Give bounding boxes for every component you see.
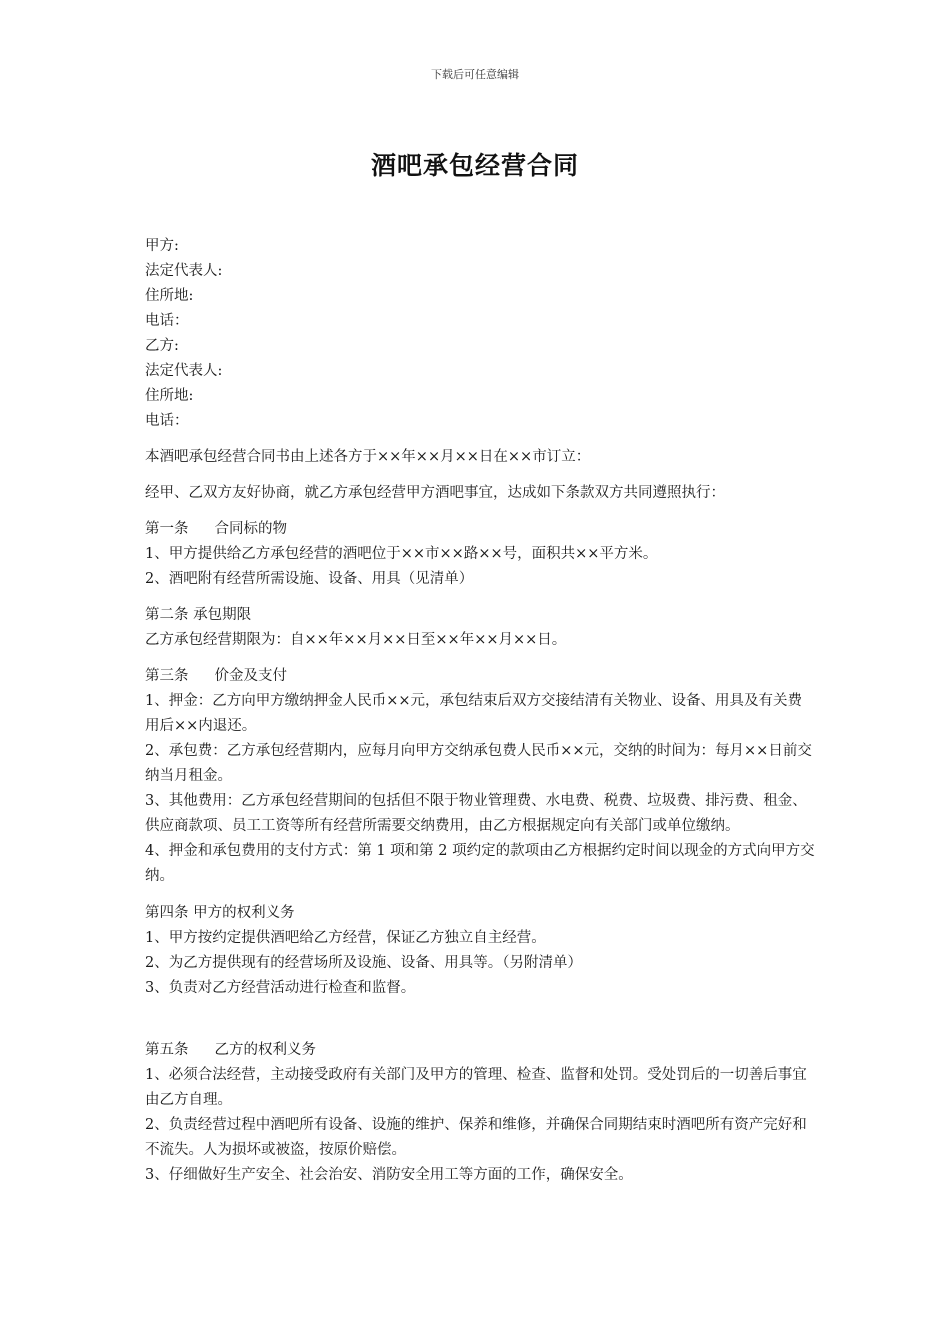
article-heading	[145, 664, 815, 689]
article-item: 1、甲方提供给乙方承包经营的酒吧位于××市××路××号，面积共××平方米。	[145, 546, 658, 562]
article-heading: 第二条 承包期限	[145, 607, 252, 623]
article-item: 乙方承包经营期限为：自××年××月××日至××年××月××日。	[145, 632, 567, 648]
article-4	[145, 901, 815, 1001]
article-2	[145, 603, 815, 653]
article-item: 3、仔细做好生产安全、社会治安、消防安全用工等方面的工作，确保安全。	[145, 1167, 633, 1183]
contract-body	[145, 234, 815, 1188]
article-heading	[145, 517, 815, 542]
article-number: 第三条	[145, 668, 189, 684]
article-item: 1、必须合法经营，主动接受政府有关部门及甲方的管理、检查、监督和处罚。受处罚后的一切善后事宜由乙方自理。	[145, 1067, 807, 1108]
article-1	[145, 517, 815, 592]
intro-paragraph: 本酒吧承包经营合同书由上述各方于××年××月××日在××市订立：	[145, 449, 591, 465]
party-a-representative-label: 法定代表人:	[145, 263, 223, 279]
party-a-label: 甲方:	[145, 238, 179, 254]
article-5	[145, 1038, 815, 1188]
article-number: 第一条	[145, 521, 189, 537]
party-b-address-label: 住所地:	[145, 388, 194, 404]
article-heading: 第四条 甲方的权利义务	[145, 905, 295, 921]
party-b-representative-label: 法定代表人:	[145, 363, 223, 379]
article-title: 合同标的物	[214, 521, 287, 537]
article-item: 3、其他费用：乙方承包经营期间的包括但不限于物业管理费、水电费、税费、垃圾费、排污费、租金、供应商款项、员工工资等所有经营所需要交纳费用，由乙方根据规定向有关部门或单位缴纳。	[145, 793, 807, 834]
intro-paragraph: 经甲、乙双方友好协商，就乙方承包经营甲方酒吧事宜，达成如下条款双方共同遵照执行：	[145, 485, 725, 501]
article-item: 2、负责经营过程中酒吧所有设备、设施的维护、保养和维修，并确保合同期结束时酒吧所有资产完好和不流失。人为损坏或被盗，按原价赔偿。	[145, 1117, 807, 1158]
article-item: 1、押金：乙方向甲方缴纳押金人民币××元，承包结束后双方交接结清有关物业、设备、用具及有关费用后××内退还。	[145, 693, 803, 734]
article-item: 3、负责对乙方经营活动进行检查和监督。	[145, 980, 416, 996]
party-b-phone-label: 电话：	[145, 413, 189, 429]
article-item: 2、酒吧附有经营所需设施、设备、用具（见清单）	[145, 571, 474, 587]
party-a-address-label: 住所地:	[145, 288, 194, 304]
article-heading	[145, 1038, 815, 1063]
article-item: 2、承包费：乙方承包经营期内，应每月向甲方交纳承包费人民币××元，交纳的时间为：每月××日前交纳当月租金。	[145, 743, 812, 784]
article-3	[145, 664, 815, 889]
parties-block	[145, 234, 815, 434]
document-title: 酒吧承包经营合同	[370, 151, 579, 180]
article-number: 第五条	[145, 1042, 189, 1058]
article-title: 乙方的权利义务	[214, 1042, 316, 1058]
party-b-label: 乙方:	[145, 338, 179, 354]
article-item: 1、甲方按约定提供酒吧给乙方经营，保证乙方独立自主经营。	[145, 930, 546, 946]
article-title: 价金及支付	[214, 668, 287, 684]
article-item: 2、为乙方提供现有的经营场所及设施、设备、用具等。（另附清单）	[145, 955, 582, 971]
header-note: 下载后可任意编辑	[431, 68, 519, 81]
party-a-phone-label: 电话：	[145, 313, 189, 329]
article-item: 4、押金和承包费用的支付方式：第 1 项和第 2 项约定的款项由乙方根据约定时间以现金的方式向甲方交纳。	[145, 843, 815, 884]
